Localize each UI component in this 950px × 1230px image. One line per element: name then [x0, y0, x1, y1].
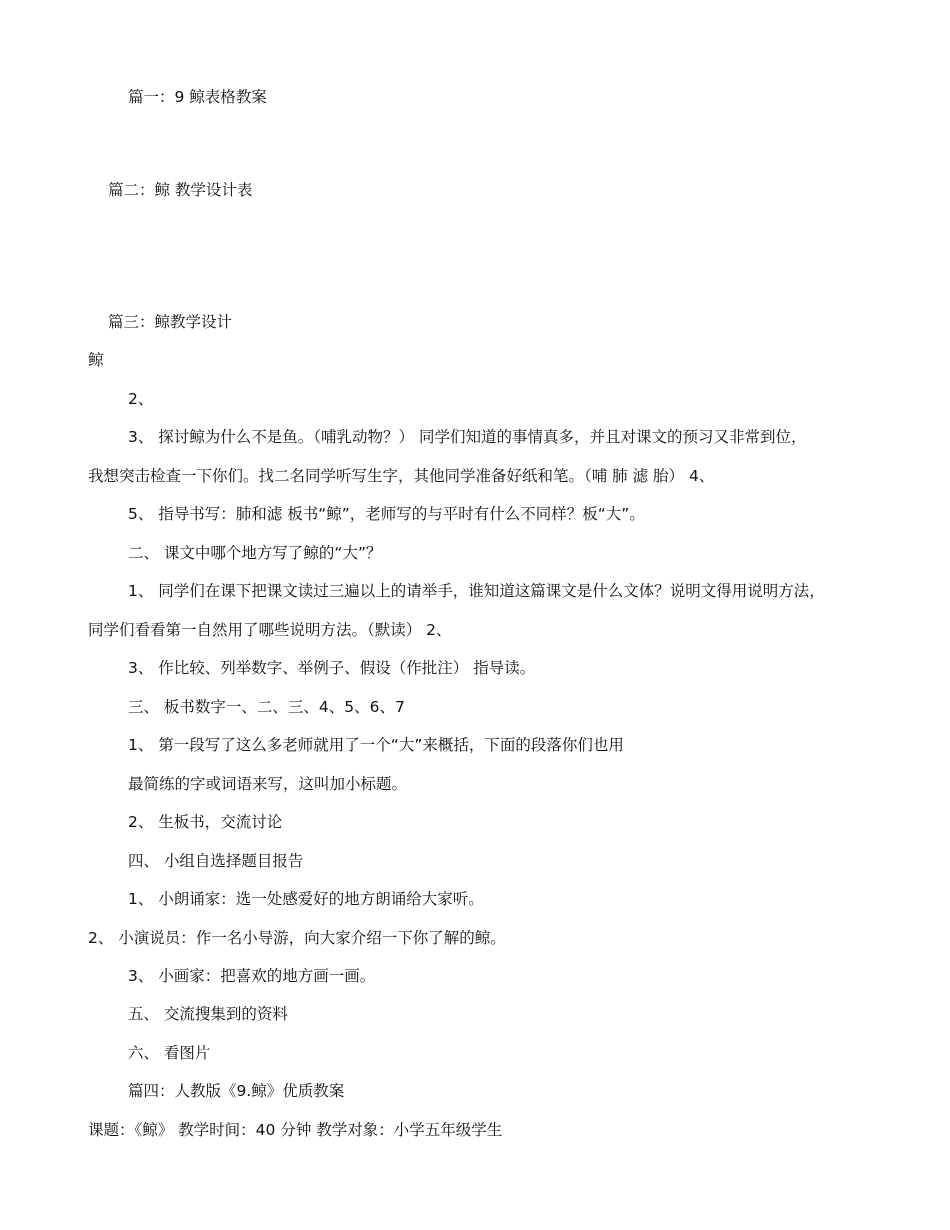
text-line: 鲸	[88, 351, 104, 369]
section-heading: 五、 交流搜集到的资料	[128, 1005, 288, 1023]
text-line: 1、 第一段写了这么多老师就用了一个“大”来概括，下面的段落你们也用	[128, 736, 624, 754]
section-heading: 三、 板书数字一、二、三、4、5、6、7	[128, 698, 405, 716]
heading-part-four: 篇四：人教版《9.鲸》优质教案	[128, 1082, 345, 1100]
text-line: 我想突击检查一下你们。找二名同学听写生字，其他同学准备好纸和笔。（哺 肺 滤 胎） 4、	[88, 467, 715, 485]
text-line: 2、 小演说员：作一名小导游，向大家介绍一下你了解的鲸。	[88, 929, 506, 947]
heading-part-three: 篇三：鲸教学设计	[108, 313, 233, 331]
text-line: 最简练的字或词语来写，这叫加小标题。	[128, 775, 408, 793]
section-heading: 四、 小组自选择题目报告	[128, 852, 304, 870]
text-line: 3、 小画家：把喜欢的地方画一画。	[128, 967, 376, 985]
text-line: 1、 小朗诵家：选一处感爱好的地方朗诵给大家听。	[128, 890, 484, 908]
text-line: 2、	[128, 390, 154, 408]
text-line: 课题：《鲸》 教学时间：40 分钟 教学对象：小学五年级学生	[88, 1121, 503, 1139]
text-line: 3、 作比较、列举数字、举例子、假设（作批注） 指导读。	[128, 659, 536, 677]
heading-part-two: 篇二：鲸 教学设计表	[108, 181, 253, 199]
text-line: 5、 指导书写：肺和滤 板书“鲸”，老师写的与平时有什么不同样？板“大”。	[128, 505, 645, 523]
section-heading: 六、 看图片	[128, 1044, 211, 1062]
section-heading: 二、 课文中哪个地方写了鲸的“大”？	[128, 544, 382, 562]
text-line: 同学们看看第一自然用了哪些说明方法。（默读） 2、	[88, 621, 452, 639]
text-line: 3、 探讨鲸为什么不是鱼。（哺乳动物？） 同学们知道的事情真多，并且对课文的预习又非常到位，	[128, 428, 807, 446]
text-line: 1、 同学们在课下把课文读过三遍以上的请举手，谁知道这篇课文是什么文体？说明文得用说明方法，	[128, 582, 825, 600]
text-line: 2、 生板书，交流讨论	[128, 813, 283, 831]
heading-part-one: 篇一：9 鲸表格教案	[128, 88, 267, 106]
